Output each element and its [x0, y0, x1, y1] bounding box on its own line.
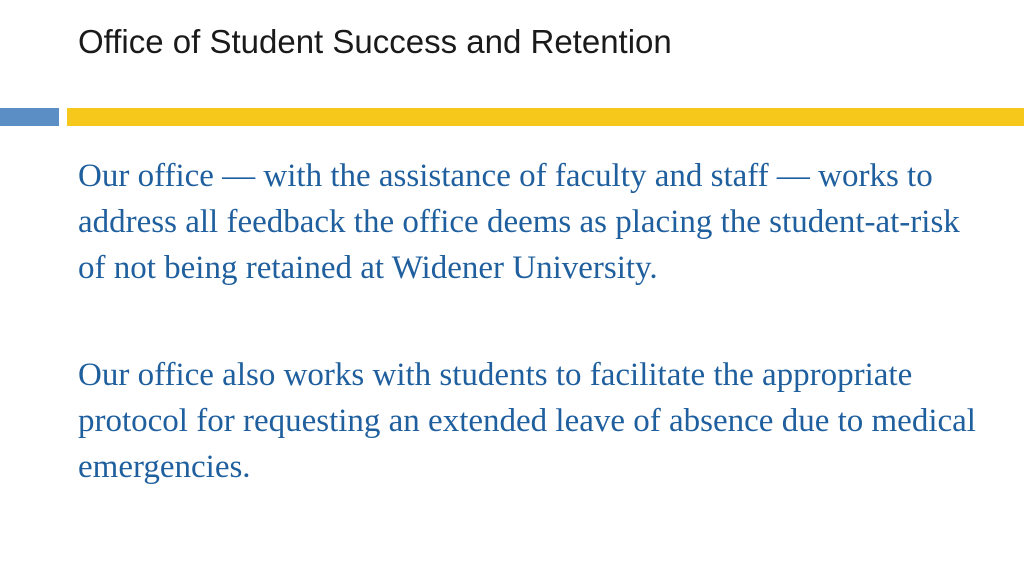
slide-title: Office of Student Success and Retention: [78, 23, 672, 60]
body-paragraph-2: Our office also works with students to facilitate the appropriate protocol for requesting an extended leave of absence due to medical emergencies.: [78, 357, 976, 485]
title-accent-bar-blue: [0, 108, 59, 126]
slide-body: [78, 153, 978, 490]
body-paragraph-1: Our office — with the assistance of faculty and staff — works to address all feedback the office deems as placing the student-at-risk of not being retained at Widener University.: [78, 158, 960, 286]
title-accent-bar-yellow: [67, 108, 1024, 126]
